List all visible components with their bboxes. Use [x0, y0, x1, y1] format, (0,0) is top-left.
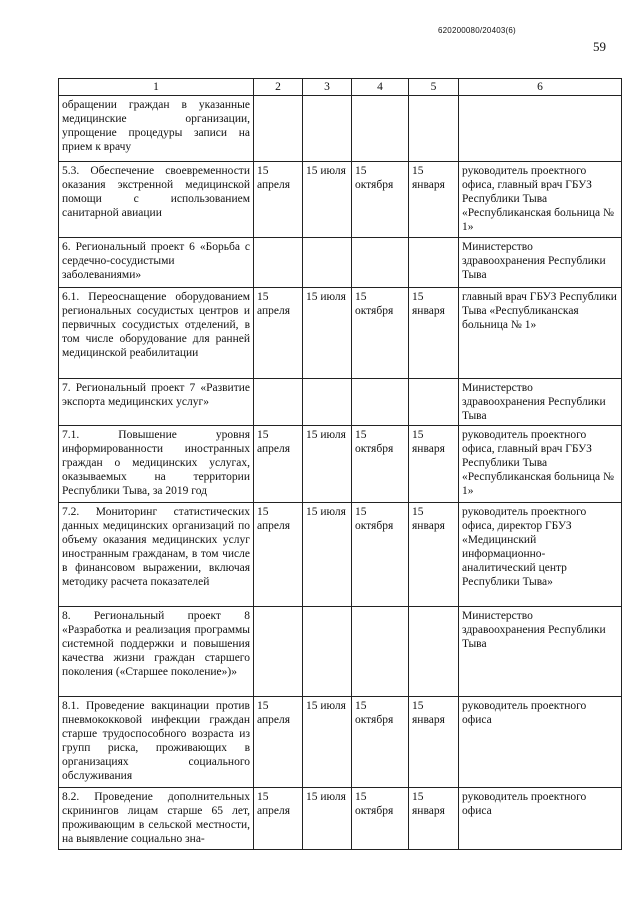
table-row — [59, 607, 622, 697]
date-q4-cell: 15 января — [409, 503, 459, 607]
date-q3-cell: 15 октября — [352, 426, 409, 503]
measure-cell: 6.1. Переоснащение оборудованием региональных сосудистых центров и первичных сосудистых отделений, в том числе оборудование для ранней медицинской реабилитации — [59, 288, 254, 379]
date-q2-cell: 15 июля — [303, 426, 352, 503]
date-q1-cell: 15 апреля — [254, 503, 303, 607]
date-q3-cell: 15 октября — [352, 697, 409, 788]
date-q3-cell — [352, 96, 409, 162]
responsible-cell: главный врач ГБУЗ Республики Тыва «Республиканская больница № 1» — [459, 288, 622, 379]
date-q4-cell — [409, 238, 459, 288]
date-q3-cell: 15 октября — [352, 503, 409, 607]
responsible-cell: руководитель проектного офиса, главный врач ГБУЗ Республики Тыва «Республиканская больница № 1» — [459, 162, 622, 238]
table-row — [59, 288, 622, 379]
table-row — [59, 162, 622, 238]
header-cell: 2 — [254, 79, 303, 96]
date-q4-cell: 15 января — [409, 697, 459, 788]
measure-cell: 7. Региональный проект 7 «Развитие экспорта медицинских услуг» — [59, 379, 254, 426]
measure-cell: 8.1. Проведение вакцинации против пневмококковой инфекции граждан старше трудоспособного возраста из групп риска, проживающих в организациях социального обслуживания — [59, 697, 254, 788]
table-row — [59, 238, 622, 288]
date-q1-cell — [254, 379, 303, 426]
page-number: 59 — [593, 39, 606, 54]
table-row — [59, 503, 622, 607]
responsible-cell — [459, 96, 622, 162]
date-q1-cell — [254, 607, 303, 697]
date-q1-cell — [254, 238, 303, 288]
schedule-table — [58, 78, 622, 850]
table-row — [59, 426, 622, 503]
responsible-cell: Министерство здравоохранения Республики Тыва — [459, 607, 622, 697]
date-q4-cell — [409, 96, 459, 162]
table-row — [59, 788, 622, 850]
measure-cell: 8.2. Проведение дополнительных скринингов лицам старше 65 лет, проживающим в сельской местности, на выявление социально зна- — [59, 788, 254, 850]
date-q2-cell — [303, 96, 352, 162]
date-q4-cell — [409, 379, 459, 426]
date-q3-cell: 15 октября — [352, 788, 409, 850]
measure-cell: 8. Региональный проект 8 «Разработка и реализация программы системной поддержки и повышения качества жизни граждан старшего поколения («Старшее поколение»)» — [59, 607, 254, 697]
header-cell: 4 — [352, 79, 409, 96]
responsible-cell: Министерство здравоохранения Республики Тыва — [459, 379, 622, 426]
responsible-cell: руководитель проектного офиса, директор ГБУЗ «Медицинский информационно-аналитический центр Республики Тыва» — [459, 503, 622, 607]
date-q2-cell: 15 июля — [303, 162, 352, 238]
date-q1-cell: 15 апреля — [254, 788, 303, 850]
date-q1-cell: 15 апреля — [254, 162, 303, 238]
date-q2-cell: 15 июля — [303, 503, 352, 607]
table-header-row — [59, 79, 622, 96]
date-q3-cell — [352, 379, 409, 426]
date-q4-cell: 15 января — [409, 426, 459, 503]
table-row — [59, 697, 622, 788]
date-q2-cell — [303, 379, 352, 426]
date-q4-cell — [409, 607, 459, 697]
date-q4-cell: 15 января — [409, 162, 459, 238]
date-q3-cell: 15 октября — [352, 162, 409, 238]
measure-cell: 6. Региональный проект 6 «Борьба с сердечно-сосудистыми заболеваниями» — [59, 238, 254, 288]
date-q2-cell: 15 июля — [303, 697, 352, 788]
date-q2-cell: 15 июля — [303, 288, 352, 379]
date-q2-cell: 15 июля — [303, 788, 352, 850]
responsible-cell: руководитель проектного офиса — [459, 697, 622, 788]
date-q3-cell — [352, 607, 409, 697]
document-code: 620200080/20403(6) — [438, 26, 516, 35]
table-row — [59, 379, 622, 426]
measure-cell: 7.2. Мониторинг статистических данных медицинских организаций по объему оказания медицинских услуг иностранным гражданам, в том числе в финансовом выражении, включая методику расчета показателей — [59, 503, 254, 607]
date-q2-cell — [303, 238, 352, 288]
table-row — [59, 96, 622, 162]
date-q4-cell: 15 января — [409, 788, 459, 850]
header-cell: 1 — [59, 79, 254, 96]
date-q1-cell: 15 апреля — [254, 426, 303, 503]
responsible-cell: руководитель проектного офиса, главный врач ГБУЗ Республики Тыва «Республиканская больница № 1» — [459, 426, 622, 503]
measure-cell: 7.1. Повышение уровня информированности иностранных граждан о медицинских услугах, оказываемых на территории Республики Тыва, за 2019 год — [59, 426, 254, 503]
measure-cell: 5.3. Обеспечение своевременности оказания экстренной медицинской помощи с использованием санитарной авиации — [59, 162, 254, 238]
date-q4-cell: 15 января — [409, 288, 459, 379]
date-q3-cell: 15 октября — [352, 288, 409, 379]
date-q2-cell — [303, 607, 352, 697]
date-q3-cell — [352, 238, 409, 288]
date-q1-cell: 15 апреля — [254, 697, 303, 788]
date-q1-cell — [254, 96, 303, 162]
header-cell: 5 — [409, 79, 459, 96]
header-cell: 6 — [459, 79, 622, 96]
responsible-cell: руководитель проектного офиса — [459, 788, 622, 850]
measure-cell: обращении граждан в указанные медицинские организации, упрощение процедуры записи на прием к врачу — [59, 96, 254, 162]
date-q1-cell: 15 апреля — [254, 288, 303, 379]
responsible-cell: Министерство здравоохранения Республики Тыва — [459, 238, 622, 288]
header-cell: 3 — [303, 79, 352, 96]
